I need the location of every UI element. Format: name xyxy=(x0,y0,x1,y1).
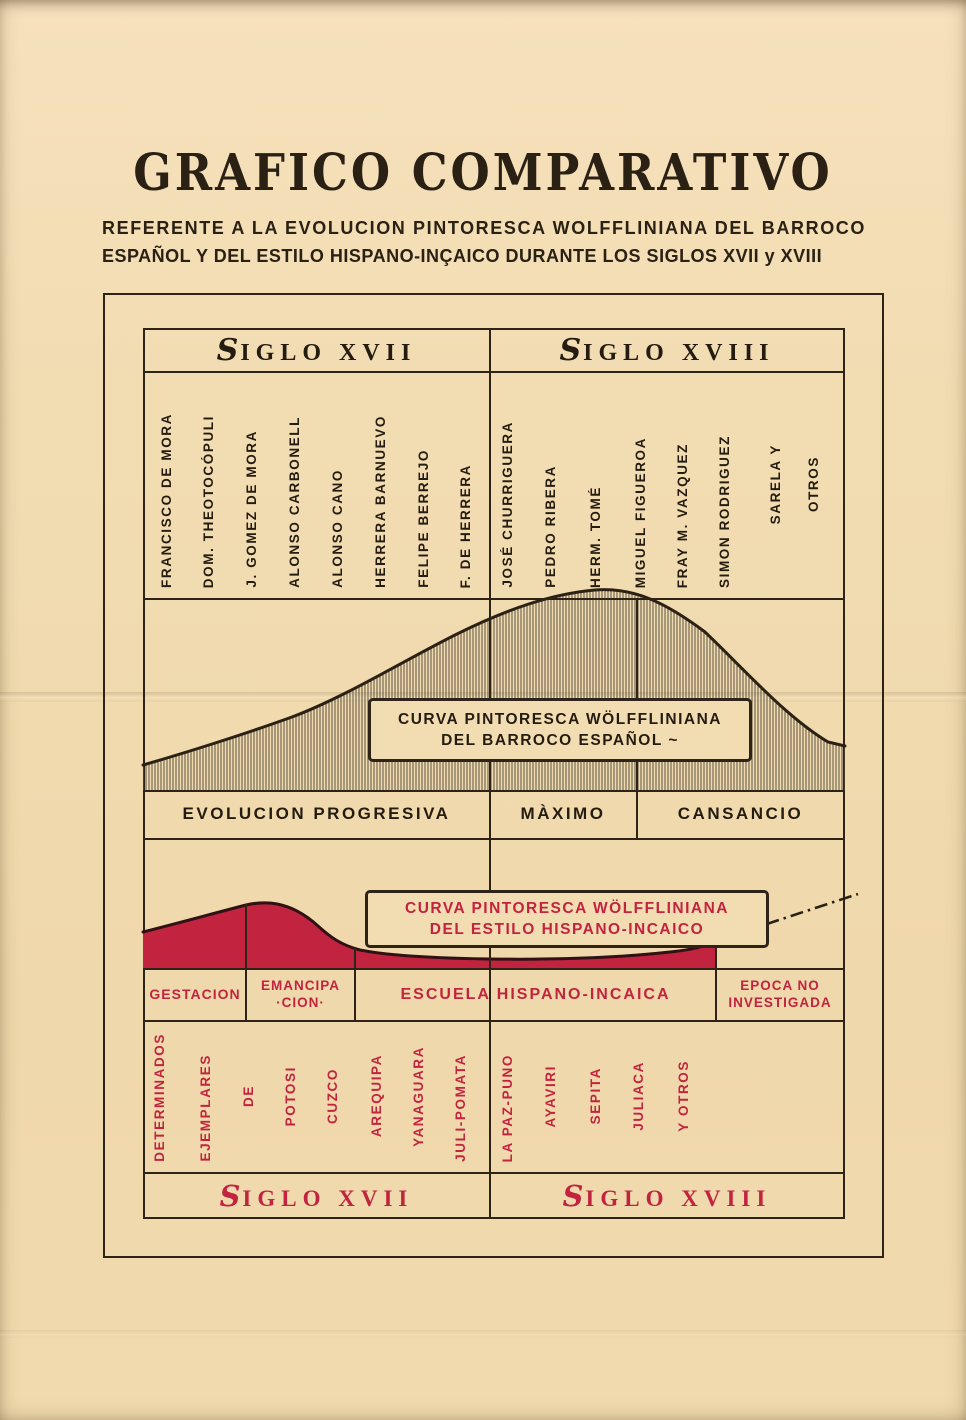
subtitle-line-1: REFERENTE A LA EVOLUCION PINTORESCA WOLFFLINIANA DEL BARROCO xyxy=(102,218,867,238)
place-name-label: Y OTROS xyxy=(675,1060,691,1132)
artist-name xyxy=(187,374,229,594)
place-name-label: JULI-POMATA xyxy=(452,1054,468,1162)
phase-escuela xyxy=(356,970,715,1018)
artist-name xyxy=(402,374,444,594)
artist-name xyxy=(273,374,315,594)
place-name xyxy=(269,1024,311,1168)
rule-under-top-headers xyxy=(143,371,845,373)
place-name xyxy=(617,1024,659,1168)
phase-gestacion xyxy=(145,970,245,1018)
header-siglo-xviii-label: SIGLO XVIII xyxy=(559,332,775,368)
artist-name xyxy=(703,374,745,594)
phase-emancipacion xyxy=(247,970,354,1018)
paper-fold-crease-bottom xyxy=(0,1330,966,1338)
place-name-label: YANAGUARA xyxy=(410,1045,426,1147)
artist-name-label: JOSÉ CHURRIGUERA xyxy=(499,421,515,588)
place-name xyxy=(574,1024,616,1168)
place-name xyxy=(486,1024,528,1168)
artist-name xyxy=(359,374,401,594)
header-siglo-xviii xyxy=(491,330,843,370)
phase-epoca-line-1: EPOCA NO xyxy=(740,978,820,993)
place-name-label: POTOSI xyxy=(282,1065,298,1127)
artist-name xyxy=(145,374,187,594)
page-title: GRAFICO COMPARATIVO xyxy=(133,142,833,203)
artist-name xyxy=(574,374,616,594)
place-name-label: DE xyxy=(240,1085,256,1107)
artist-name-label: OTROS xyxy=(805,455,821,512)
place-name xyxy=(397,1024,439,1168)
phase-emancipacion-line-2: ·CION· xyxy=(276,995,325,1010)
inca-label-line-1: CURVA PINTORESCA WÖLFFLINIANA xyxy=(405,900,729,917)
place-name-label: LA PAZ-PUNO xyxy=(499,1053,515,1162)
artist-name-label: FRAY M. VAZQUEZ xyxy=(674,442,690,588)
artist-name-label: J. GOMEZ DE MORA xyxy=(243,430,259,588)
place-name-label: AYAVIRI xyxy=(542,1064,558,1128)
footer-siglo-xviii xyxy=(491,1174,843,1218)
artist-name xyxy=(619,374,661,594)
artist-name xyxy=(754,374,796,594)
artist-name-label: HERM. TOMÉ xyxy=(587,485,603,588)
artist-name-label: MIGUEL FIGUEROA xyxy=(632,436,648,588)
phase-escuela-label: ESCUELA HISPANO-INCAICA xyxy=(400,985,671,1003)
artist-name xyxy=(230,374,272,594)
place-name xyxy=(439,1024,481,1168)
page-subtitle xyxy=(102,218,870,267)
baroque-label-line-1: CURVA PINTORESCA WÖLFFLINIANA xyxy=(398,711,722,728)
footer-siglo-xviii-label: SIGLO XVIII xyxy=(562,1179,772,1213)
artist-name-label: HERRERA BARNUEVO xyxy=(372,415,388,588)
footer-siglo-xvii xyxy=(145,1174,488,1218)
artist-name-label: ALONSO CARBONELL xyxy=(286,416,302,588)
place-name xyxy=(311,1024,353,1168)
header-siglo-xvii xyxy=(145,330,488,370)
place-name xyxy=(138,1024,180,1168)
artist-name-label: PEDRO RIBERA xyxy=(542,465,558,588)
place-name-label: CUZCO xyxy=(324,1068,340,1124)
artist-name xyxy=(316,374,358,594)
artist-name-label: F. DE HERRERA xyxy=(457,463,473,588)
phase-maximo-label: MÀXIMO xyxy=(520,804,606,823)
place-name-label: EJEMPLARES xyxy=(197,1054,213,1162)
inca-curve-label-box xyxy=(365,890,769,948)
phase-evolucion xyxy=(145,792,488,836)
artist-name-label: ALONSO CANO xyxy=(329,469,345,588)
header-siglo-xvii-label: SIGLO XVII xyxy=(216,332,417,368)
artist-name-label: SARELA Y xyxy=(767,443,783,525)
phase-emancipacion-line-1: EMANCIPA xyxy=(260,978,340,993)
phase-maximo xyxy=(491,792,635,836)
rule-under-artist-names xyxy=(143,598,845,600)
inca-label-line-2: DEL ESTILO HISPANO-INCAICO xyxy=(429,921,705,938)
rule-under-inca-phases xyxy=(143,1020,845,1022)
artist-name xyxy=(444,374,486,594)
artist-name-label: SIMON RODRIGUEZ xyxy=(716,434,732,588)
phase-cansancio xyxy=(638,792,843,836)
artist-name xyxy=(792,374,834,594)
artist-name-label: DOM. THEOTOCÓPULI xyxy=(200,414,216,588)
place-name-label: AREQUIPA xyxy=(368,1054,384,1138)
subtitle-line-2: ESPAÑOL Y DEL ESTILO HISPANO-INÇAICO DURANTE LOS SIGLOS XVII y XVIII xyxy=(102,246,823,266)
phase-epoca-line-2: INVESTIGADA xyxy=(728,995,832,1010)
baroque-label-line-2: DEL BARROCO ESPAÑOL ~ xyxy=(441,732,679,749)
artist-name xyxy=(529,374,571,594)
place-name-label: DETERMINADOS xyxy=(151,1033,167,1162)
baroque-curve-label-box xyxy=(368,698,752,762)
artist-name xyxy=(661,374,703,594)
phase-gestacion-label: GESTACION xyxy=(149,985,241,1002)
artist-name-label: FRANCISCO DE MORA xyxy=(158,413,174,588)
footer-siglo-xvii-label: SIGLO XVII xyxy=(219,1179,414,1213)
place-name-label: SEPITA xyxy=(587,1067,603,1125)
phase-cansancio-label: CANSANCIO xyxy=(677,804,804,823)
place-name xyxy=(227,1024,269,1168)
place-name-label: JULIACA xyxy=(630,1061,646,1131)
artist-name-label: FELIPE BERREJO xyxy=(415,449,431,588)
phase-evolucion-label: EVOLUCION PROGRESIVA xyxy=(182,804,451,823)
place-name xyxy=(529,1024,571,1168)
place-name xyxy=(184,1024,226,1168)
phase-epoca-no-investigada xyxy=(717,970,843,1018)
place-name xyxy=(662,1024,704,1168)
rule-under-baroque-phases xyxy=(143,838,845,840)
artist-name xyxy=(486,374,528,594)
place-name xyxy=(355,1024,397,1168)
